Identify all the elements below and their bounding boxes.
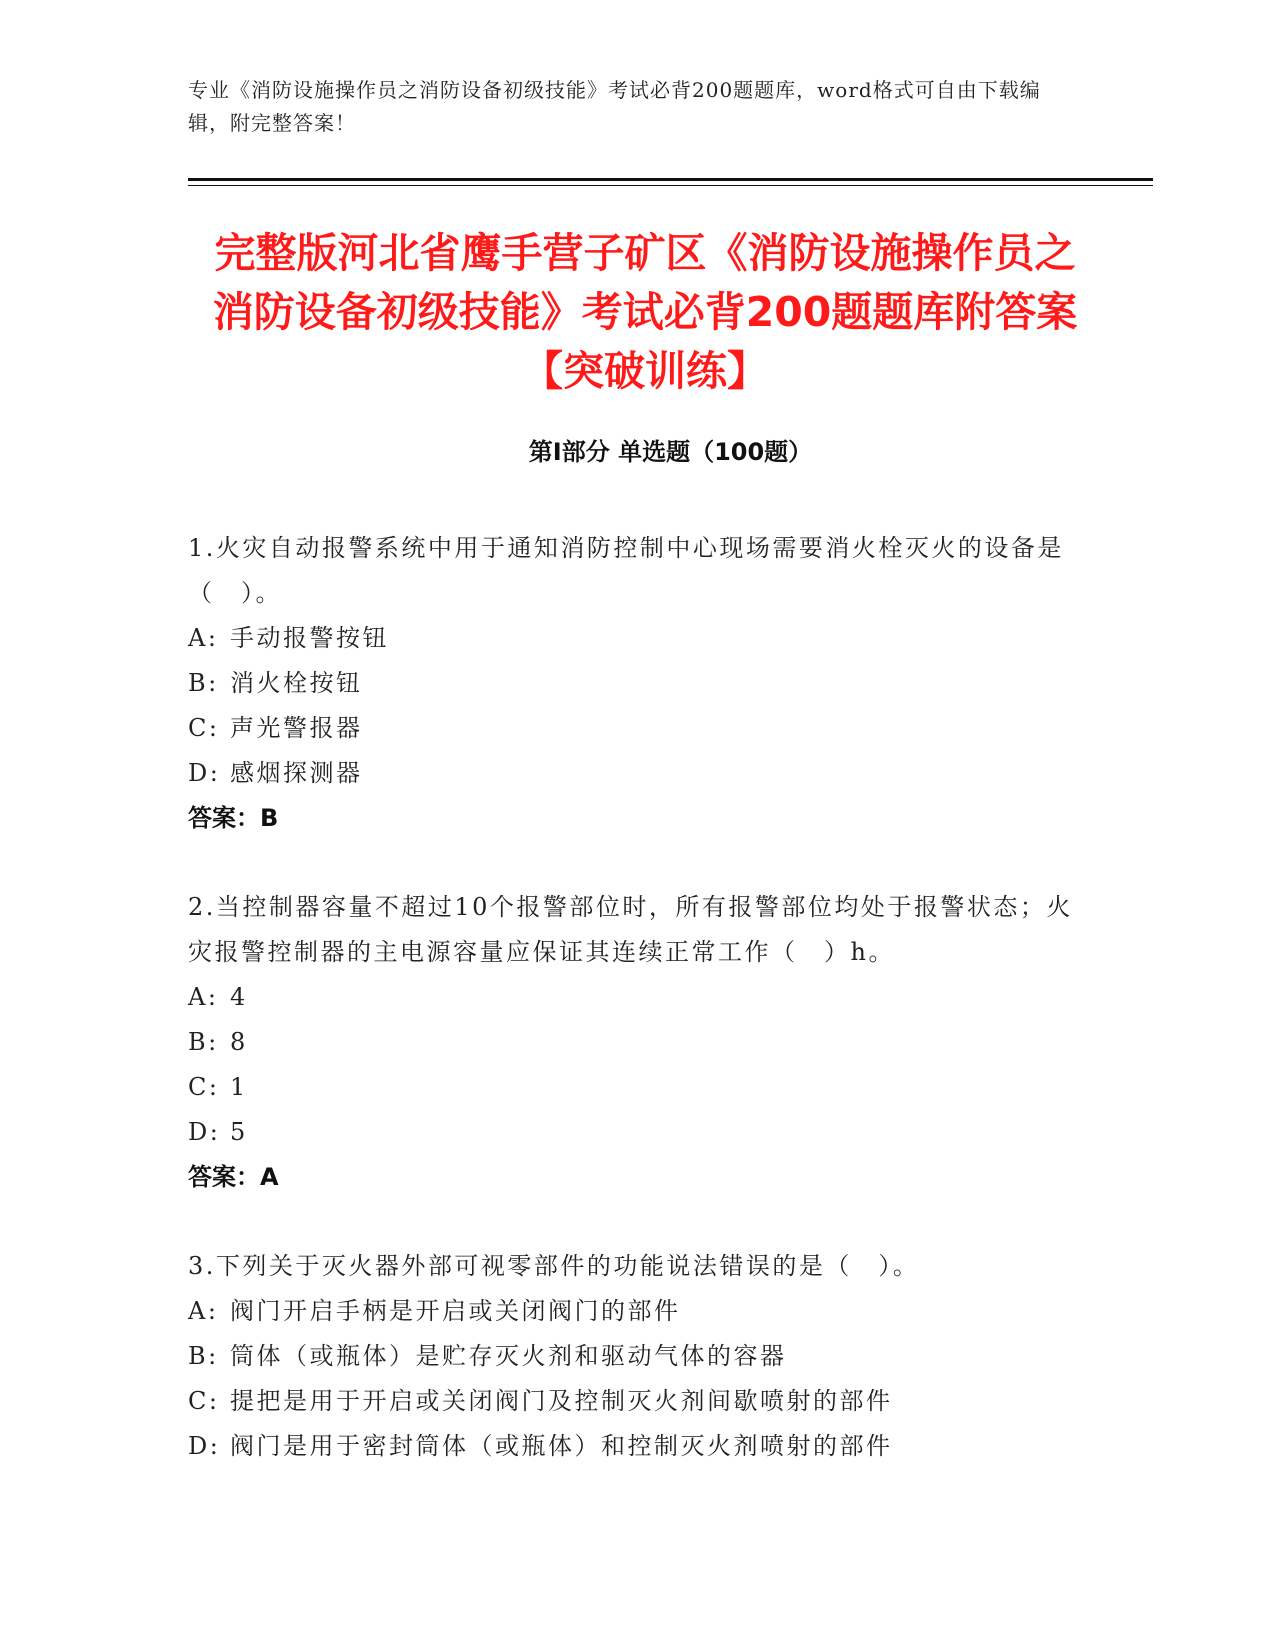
option-letter: D:	[188, 1432, 221, 1460]
option-letter: A:	[188, 1297, 219, 1325]
question-list	[188, 526, 1088, 1513]
option-c	[188, 1065, 1088, 1110]
header-rule-thick	[188, 178, 1153, 181]
option-d	[188, 751, 1088, 796]
option-letter: B:	[188, 1028, 219, 1056]
option-a	[188, 975, 1088, 1020]
option-d	[188, 1424, 1088, 1469]
header-rule-thin	[188, 185, 1153, 186]
option-text: 4	[230, 983, 248, 1011]
header-note: 专业《消防设施操作员之消防设备初级技能》考试必背200题题库，word格式可自由下载编辑，附完整答案！	[188, 78, 1041, 135]
question-3	[188, 1244, 1088, 1469]
document-title: 完整版河北省鹰手营子矿区《消防设施操作员之消防设备初级技能》考试必背200题题库附答案【突破训练】	[212, 229, 1078, 395]
option-b	[188, 1334, 1088, 1379]
option-letter: C:	[188, 1073, 220, 1101]
option-text: 提把是用于开启或关闭阀门及控制灭火剂间歇喷射的部件	[230, 1387, 893, 1415]
option-text: 8	[230, 1028, 248, 1056]
option-letter: C:	[188, 714, 220, 742]
question-stem: 2.当控制器容量不超过10个报警部位时，所有报警部位均处于报警状态；火灾报警控制器的主电源容量应保证其连续正常工作（ ）h。	[188, 893, 1073, 966]
option-a	[188, 1289, 1088, 1334]
option-a	[188, 616, 1088, 661]
option-text: 阀门开启手柄是开启或关闭阀门的部件	[230, 1297, 681, 1325]
answer-line: 答案：A	[188, 1163, 279, 1191]
option-letter: A:	[188, 624, 219, 652]
option-b	[188, 1020, 1088, 1065]
option-text: 感烟探测器	[230, 759, 363, 787]
option-text: 1	[230, 1073, 248, 1101]
option-letter: D:	[188, 1118, 221, 1146]
option-letter: B:	[188, 669, 219, 697]
option-letter: A:	[188, 983, 219, 1011]
option-b	[188, 661, 1088, 706]
question-2	[188, 885, 1088, 1200]
option-letter: D:	[188, 759, 221, 787]
option-letter: B:	[188, 1342, 219, 1370]
option-c	[188, 1379, 1088, 1424]
option-letter: C:	[188, 1387, 220, 1415]
question-stem: 1.火灾自动报警系统中用于通知消防控制中心现场需要消火栓灭火的设备是（ ）。	[188, 534, 1064, 607]
option-text: 手动报警按钮	[230, 624, 389, 652]
option-text: 阀门是用于密封筒体（或瓶体）和控制灭火剂喷射的部件	[230, 1432, 893, 1460]
question-1	[188, 526, 1088, 841]
option-text: 消火栓按钮	[230, 669, 363, 697]
section-heading: 第I部分 单选题（100题）	[528, 438, 813, 466]
option-text: 筒体（或瓶体）是贮存灭火剂和驱动气体的容器	[230, 1342, 787, 1370]
option-c	[188, 706, 1088, 751]
option-text: 声光警报器	[230, 714, 363, 742]
question-stem: 3.下列关于灭火器外部可视零部件的功能说法错误的是（ ）。	[188, 1252, 920, 1280]
option-d	[188, 1110, 1088, 1155]
answer-line: 答案：B	[188, 804, 279, 832]
option-text: 5	[230, 1118, 248, 1146]
